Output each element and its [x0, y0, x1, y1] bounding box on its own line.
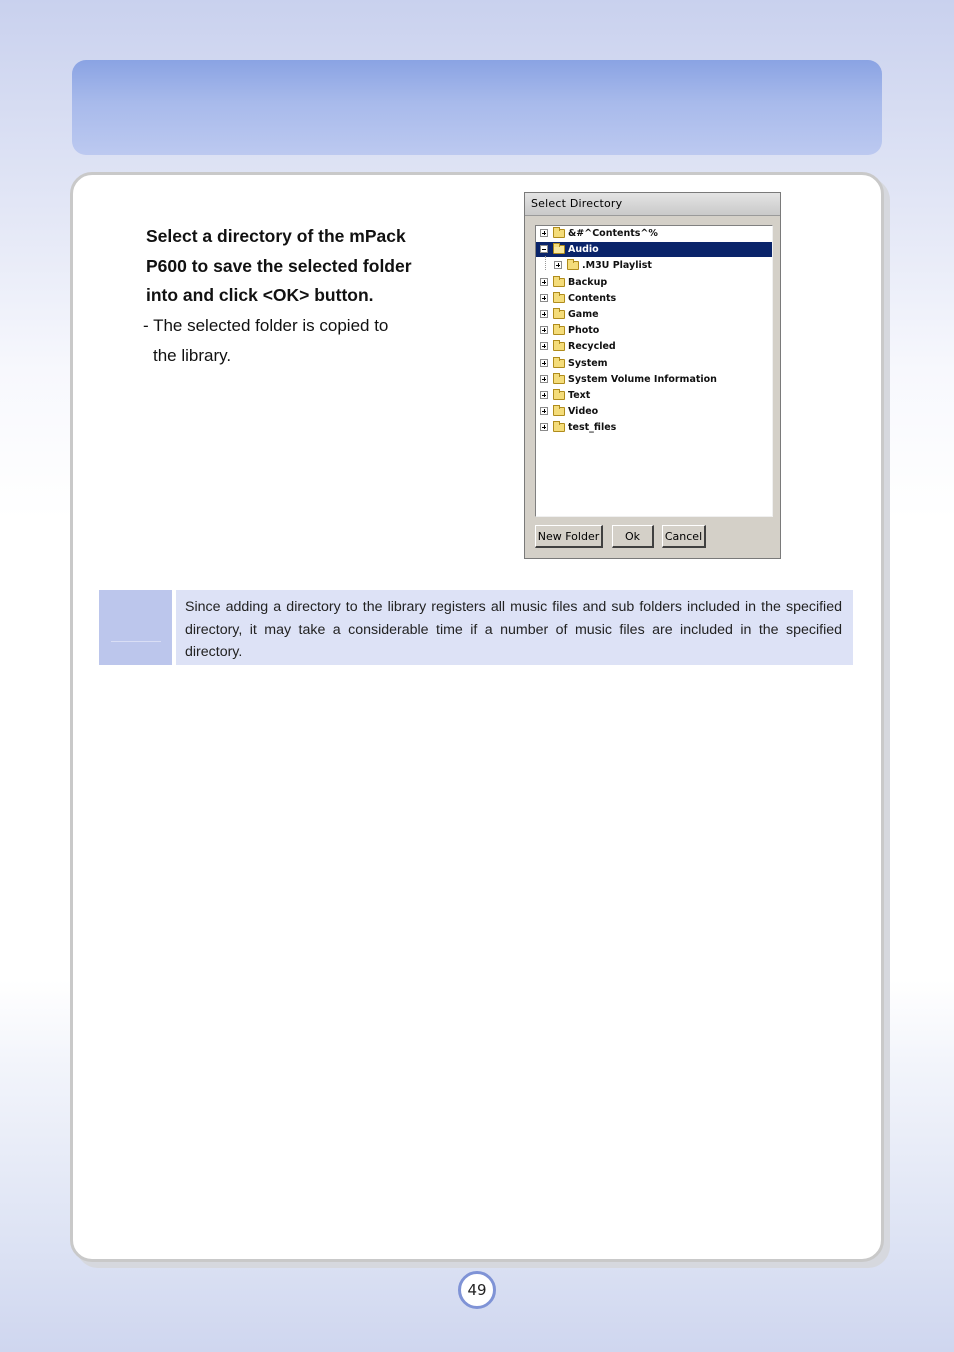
folder-icon	[553, 359, 565, 368]
tree-item[interactable]	[536, 258, 772, 273]
expand-icon[interactable]	[540, 278, 548, 286]
tree-item-label: Photo	[568, 325, 600, 337]
expand-icon[interactable]	[540, 342, 548, 350]
folder-icon	[553, 423, 565, 432]
note-line-2: the library.	[153, 345, 232, 365]
tree-item-label: .M3U Playlist	[582, 260, 652, 272]
tree-item-label: Text	[568, 390, 591, 401]
folder-icon	[553, 375, 565, 384]
tree-item[interactable]	[536, 404, 772, 419]
folder-icon	[567, 261, 579, 270]
tree-item-label: Video	[568, 406, 599, 418]
dialog-title: Select Directory	[525, 193, 780, 216]
tree-item-label: Contents	[568, 292, 617, 304]
expand-icon[interactable]	[540, 359, 548, 367]
expand-icon[interactable]	[540, 375, 548, 383]
tree-item-label: test_files	[568, 422, 617, 434]
tree-item[interactable]	[536, 388, 772, 403]
tree-item[interactable]	[536, 291, 772, 306]
folder-icon	[553, 391, 565, 400]
tree-item[interactable]	[536, 226, 772, 241]
tree-item-label: Game	[568, 309, 599, 320]
cancel-button[interactable]: Cancel	[662, 525, 706, 548]
tree-item[interactable]	[536, 420, 772, 435]
folder-icon	[553, 342, 565, 351]
tree-item-label: Audio	[568, 244, 599, 256]
tree-item[interactable]	[536, 242, 772, 257]
expand-icon[interactable]	[540, 423, 548, 431]
tree-item-label: &#^Contents^%	[568, 228, 658, 239]
expand-icon[interactable]	[540, 294, 548, 302]
folder-icon	[553, 229, 565, 238]
tree-item[interactable]	[536, 275, 772, 290]
tip-marker-line	[111, 641, 161, 642]
tree-connector-line	[545, 256, 546, 270]
ok-button[interactable]: Ok	[612, 525, 654, 548]
page-number: 49	[458, 1271, 496, 1309]
tree-item[interactable]	[536, 372, 772, 387]
tree-item[interactable]	[536, 307, 772, 322]
collapse-icon[interactable]	[540, 245, 548, 253]
header-band	[72, 60, 882, 155]
expand-icon[interactable]	[540, 310, 548, 318]
folder-icon	[553, 278, 565, 287]
folder-icon	[553, 294, 565, 303]
tip-text: Since adding a directory to the library registers all music files and sub folders included in the specified directory, it may take a considerable time if a number of music files are included in the specified directory.	[185, 599, 842, 660]
tree-item-label: Recycled	[568, 341, 616, 353]
expand-icon[interactable]	[540, 391, 548, 399]
expand-icon[interactable]	[540, 407, 548, 415]
tip-box	[176, 590, 853, 665]
tip-marker	[99, 590, 172, 665]
expand-icon[interactable]	[540, 326, 548, 334]
tree-item-label: System Volume Information	[568, 373, 717, 385]
folder-icon	[553, 407, 565, 416]
tree-item[interactable]	[536, 339, 772, 354]
tree-item-label: System	[568, 357, 608, 369]
open-folder-icon	[553, 245, 565, 254]
select-directory-dialog	[524, 192, 781, 559]
instruction-line-3: into and click <OK> button.	[146, 285, 374, 305]
tree-item[interactable]	[536, 356, 772, 371]
instruction-block	[143, 222, 476, 371]
tree-item[interactable]	[536, 323, 772, 338]
instruction-line-1: Select a directory of the mPack	[146, 226, 406, 246]
note-line-1: - The selected folder is copied to	[143, 315, 389, 335]
expand-icon[interactable]	[540, 229, 548, 237]
tree-item-label: Backup	[568, 276, 608, 288]
instruction-line-2: P600 to save the selected folder	[146, 255, 412, 276]
directory-tree[interactable]	[535, 225, 773, 517]
expand-icon[interactable]	[554, 261, 562, 269]
new-folder-button[interactable]: New Folder	[535, 525, 603, 548]
folder-icon	[553, 310, 565, 319]
folder-icon	[553, 326, 565, 335]
